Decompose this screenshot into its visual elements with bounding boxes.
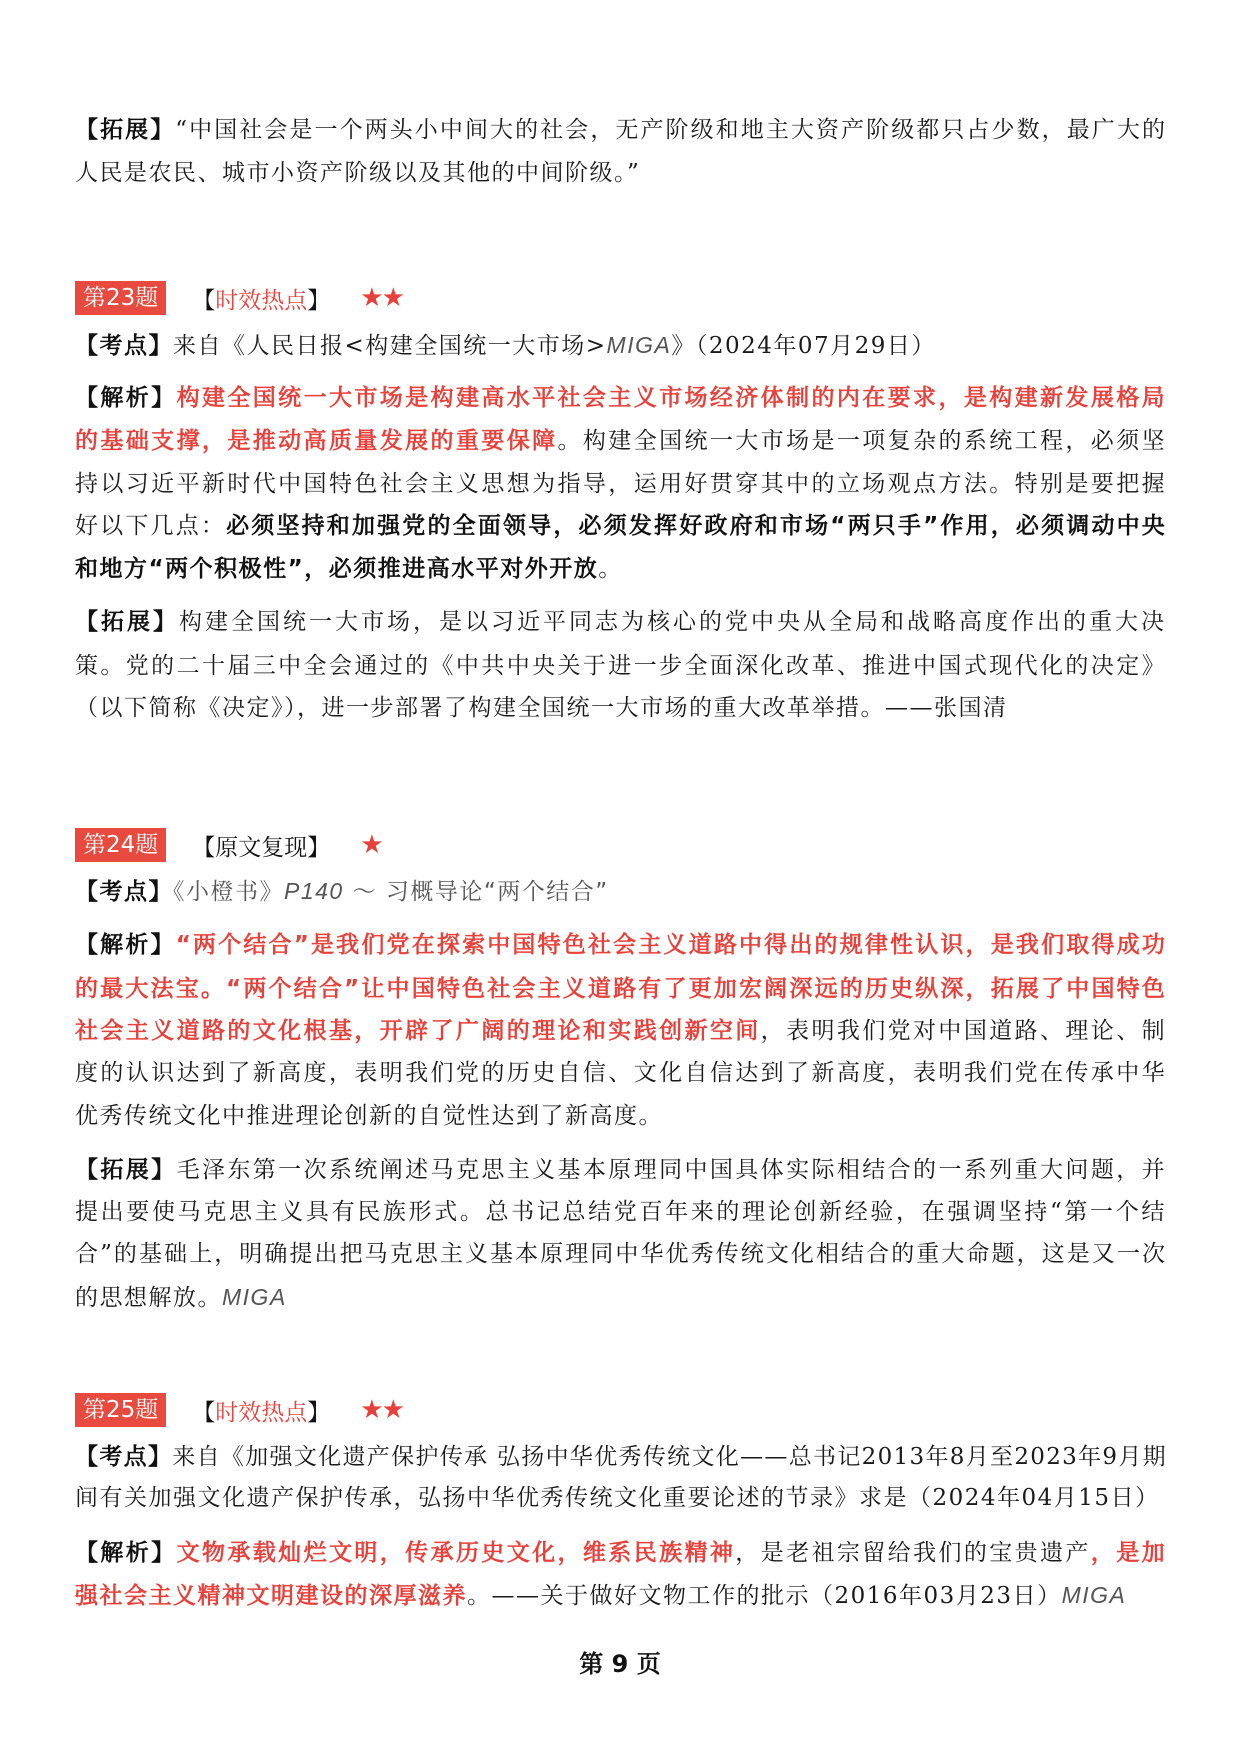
- q24-analysis-line: [75, 972, 1167, 1006]
- category-label: 时效热点: [215, 287, 308, 314]
- q25-exam-point-line: [75, 1440, 1167, 1474]
- q24-extension-line: [75, 1195, 1167, 1229]
- q23-extension-line: [75, 649, 1167, 683]
- q25-header: [75, 1393, 403, 1427]
- body-text: 好以下几点：: [75, 513, 227, 539]
- body-text: “中国社会是一个两头小中间大的社会，无产阶级和地主大资产阶级都只占少数，最广大的: [175, 117, 1168, 143]
- bold-text: 和地方“两个积极性”，必须推进高水平对外开放: [75, 556, 599, 582]
- body-text: MIGA: [606, 332, 672, 358]
- section-label: 【考点】: [75, 333, 173, 359]
- q23-analysis-line: [75, 424, 1167, 458]
- star-rating-icon: ★: [360, 830, 382, 860]
- body-text: 持以习近平新时代中国特色社会主义思想为指导，运用好贯穿其中的立场观点方法。特别是要把握: [75, 471, 1167, 497]
- body-text: 毛泽东第一次系统阐述马克思主义基本原理同中国具体实际相结合的一系列重大问题，并: [176, 1157, 1167, 1183]
- section-label: 【考点】: [75, 879, 173, 905]
- bracket-open: 【: [192, 834, 216, 861]
- category-tag: [192, 1394, 330, 1427]
- body-text: ～ 习概导论“两个结合”: [343, 879, 609, 905]
- body-text: 策。党的二十届三中全会通过的《中共中央关于进一步全面深化改革、推进中国式现代化的决定》: [75, 653, 1167, 679]
- category-label: 原文复现: [215, 834, 308, 861]
- q23-extension-line: [75, 691, 1008, 725]
- bracket-open: 【: [192, 287, 216, 314]
- body-text: 间有关加强文化遗产保护传承，弘扬中华优秀传统文化重要论述的节录》求是（2024年04月15日）: [75, 1485, 1160, 1511]
- q23-extension-line: [75, 605, 1167, 639]
- body-text: 合”的基础上，明确提出把马克思主义基本原理同中华优秀传统文化相结合的重大命题，这是又一次: [75, 1241, 1168, 1267]
- body-text: MIGA: [1061, 1582, 1127, 1608]
- question-number-badge: 第24题: [75, 828, 166, 862]
- q23-analysis-line: [75, 381, 1167, 415]
- highlight-text: 的基础支撑，是推动高质量发展的重要保障: [75, 428, 558, 454]
- q23-exam-point-line: [75, 328, 936, 362]
- body-text: 的思想解放。: [75, 1285, 222, 1311]
- body-text: 来自《加强文化遗产保护传承 弘扬中华优秀传统文化——总书记2013年8月至2023年9月期: [172, 1444, 1167, 1470]
- highlight-text: 强社会主义精神文明建设的深厚滋养: [75, 1583, 467, 1609]
- category-label: 时效热点: [215, 1399, 308, 1426]
- body-text: MIGA: [222, 1284, 287, 1310]
- section-label: 【拓展】: [75, 1157, 177, 1183]
- question-number-badge: 第25题: [75, 1393, 166, 1427]
- body-text: P140: [284, 878, 344, 904]
- section-label: 【解析】: [75, 1540, 177, 1566]
- highlight-text: ，是加: [1090, 1540, 1168, 1566]
- bracket-close: 】: [307, 287, 331, 314]
- q24-exam-point-line: [75, 874, 609, 908]
- q24-analysis-line: [75, 1056, 1167, 1090]
- section-label: 【考点】: [75, 1444, 173, 1470]
- body-text: （以下简称《决定》），进一步部署了构建全国统一大市场的重大改革举措。——张国清: [75, 695, 1008, 721]
- q24-analysis-line: [75, 1099, 663, 1133]
- body-text: 度的认识达到了新高度，表明我们党的历史自信、文化自信达到了新高度，表明我们党在传承中华: [75, 1060, 1167, 1086]
- body-text: 《小橙书》: [173, 879, 284, 905]
- section-label: 【拓展】: [75, 609, 179, 635]
- q25-analysis-line: [75, 1578, 1126, 1612]
- body-text: 人民是农民、城市小资产阶级以及其他的中间阶级。”: [75, 160, 641, 186]
- bold-text: 必须坚持和加强党的全面领导，必须发挥好政府和市场“两只手”作用，必须调动中央: [226, 513, 1167, 539]
- body-text: 提出要使马克思主义具有民族形式。总书记总结党百年来的理论创新经验，在强调坚持“第一个结: [75, 1199, 1168, 1225]
- q24-extension-line: [75, 1280, 287, 1314]
- body-text: 》（2024年07月29日）: [671, 333, 936, 359]
- body-text: ，表明我们党对中国道路、理论、制: [760, 1018, 1167, 1044]
- body-text: ，是老祖宗留给我们的宝贵遗产: [735, 1540, 1091, 1566]
- q24-extension-line: [75, 1237, 1167, 1271]
- body-text: 。: [598, 556, 623, 582]
- question-number-badge: 第23题: [75, 281, 166, 315]
- highlight-text: 社会主义道路的文化根基，开辟了广阔的理论和实践创新空间: [75, 1018, 761, 1044]
- section-label: 【拓展】: [75, 117, 176, 143]
- q23-analysis-line: [75, 552, 623, 586]
- q23-header: [75, 281, 403, 315]
- body-text: 优秀传统文化中推进理论创新的自觉性达到了新高度。: [75, 1103, 663, 1129]
- body-text: 构建全国统一大市场，是以习近平同志为核心的党中央从全局和战略高度作出的重大决: [179, 609, 1167, 635]
- q24-analysis-line: [75, 928, 1167, 962]
- category-tag: [192, 829, 330, 862]
- star-rating-icon: ★★: [360, 1395, 403, 1425]
- highlight-text: 构建全国统一大市场是构建高水平社会主义市场经济体制的内在要求，是构建新发展格局: [176, 385, 1167, 411]
- bracket-close: 】: [307, 1399, 331, 1426]
- q25-exam-point-line: [75, 1481, 1160, 1515]
- body-text: 。构建全国统一大市场是一项复杂的系统工程，必须坚: [557, 428, 1167, 454]
- body-text: 来自《人民日报<构建全国统一大市场>: [173, 333, 607, 359]
- section-label: 【解析】: [75, 385, 177, 411]
- body-text: 。——关于做好文物工作的批示（2016年03月23日）: [467, 1583, 1062, 1609]
- q25-analysis-line: [75, 1536, 1167, 1570]
- q23-analysis-line: [75, 509, 1167, 543]
- q23-analysis-line: [75, 467, 1167, 501]
- section-label: 【解析】: [75, 932, 176, 958]
- highlight-text: 的最大法宝。“两个结合”让中国特色社会主义道路有了更加宏阔深远的历史纵深，拓展了中国特色: [75, 976, 1167, 1002]
- page-number: 第 9 页: [579, 1650, 661, 1678]
- category-tag: [192, 282, 330, 315]
- bracket-close: 】: [307, 834, 331, 861]
- highlight-text: “两个结合”是我们党在探索中国特色社会主义道路中得出的规律性认识，是我们取得成功: [175, 932, 1167, 958]
- highlight-text: 文物承载灿烂文明，传承历史文化，维系民族精神: [176, 1540, 736, 1566]
- intro-extension-line: [75, 156, 640, 190]
- star-rating-icon: ★★: [360, 283, 403, 313]
- intro-extension-line: [75, 113, 1167, 147]
- q24-analysis-line: [75, 1014, 1167, 1048]
- q24-extension-line: [75, 1153, 1167, 1187]
- bracket-open: 【: [192, 1399, 216, 1426]
- q24-header: [75, 828, 382, 862]
